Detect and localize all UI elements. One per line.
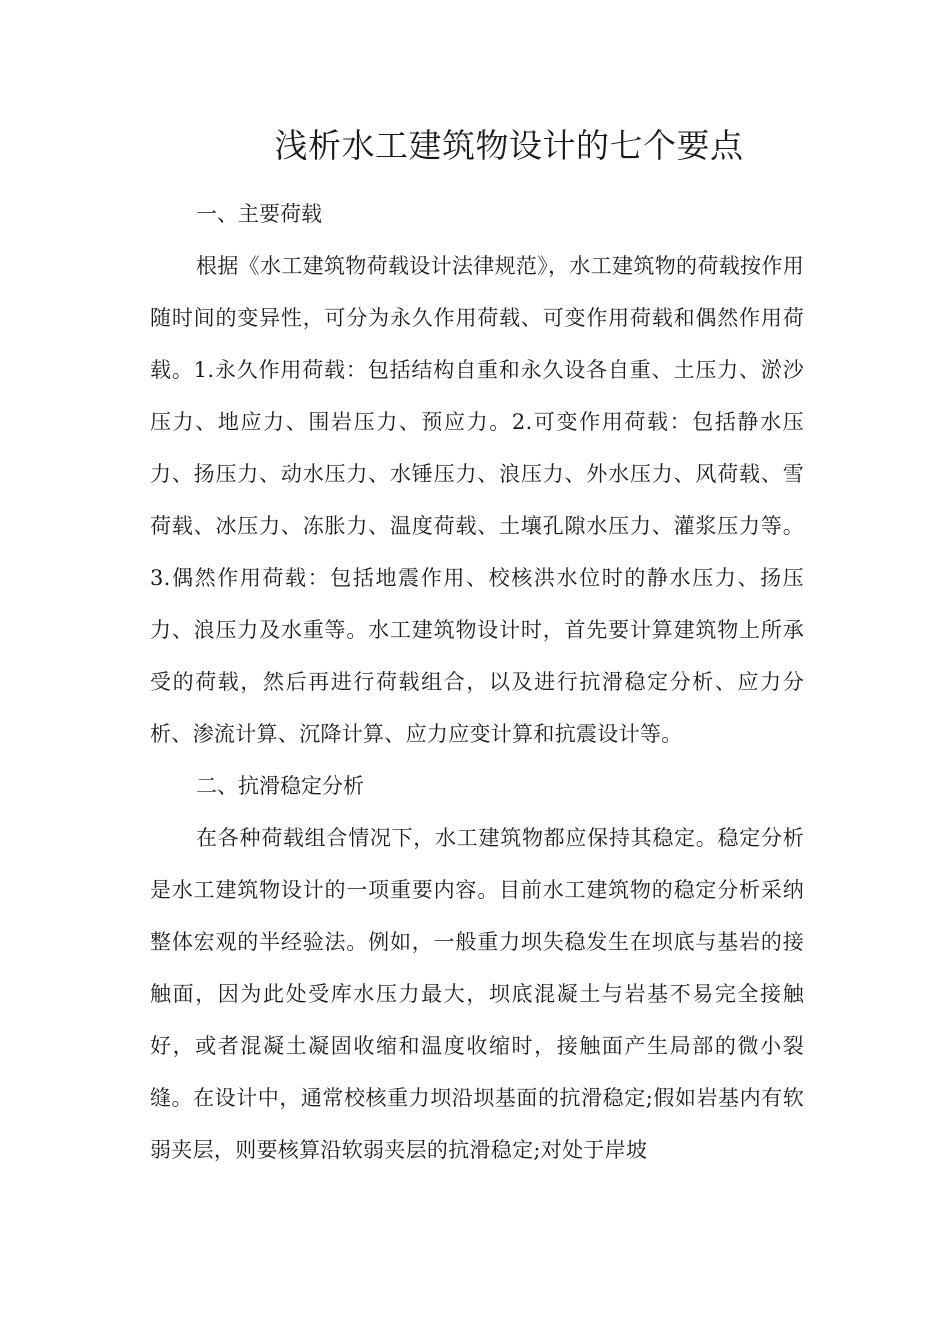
section-paragraph-main-loads: 根据《水工建筑物荷载设计法律规范》，水工建筑物的荷载按作用随时间的变异性，可分为永久作用荷载、可变作用荷载和偶然作用荷载。1.永久作用荷载：包括结构自重和永久设各自重、土压力、淤沙压力、地应力、围岩压力、预应力。2.可变作用荷载：包括静水压力、扬压力、动水压力、水锤压力、浪压力、外水压力、风荷载、雪荷载、冰压力、冻胀力、温度荷载、土壤孔隙水压力、灌浆压力等。3.偶然作用荷载：包括地震作用、校核洪水位时的静水压力、扬压力、浪压力及水重等。水工建筑物设计时，首先要计算建筑物上所承受的荷载，然后再进行荷载组合，以及进行抗滑稳定分析、应力分析、渗流计算、沉降计算、应力应变计算和抗震设计等。 <box>150 254 804 746</box>
section-heading-stability-analysis: 二、抗滑稳定分析 <box>196 774 364 798</box>
document-body <box>150 188 804 1176</box>
page-title: 浅析水工建筑物设计的七个要点 <box>274 126 744 165</box>
section-paragraph-stability-analysis: 在各种荷载组合情况下，水工建筑物都应保持其稳定。稳定分析是水工建筑物设计的一项重要内容。目前水工建筑物的稳定分析采纳整体宏观的半经验法。例如，一般重力坝失稳发生在坝底与基岩的接触面，因为此处受库水压力最大，坝底混凝土与岩基不易完全接触好，或者混凝土凝固收缩和温度收缩时，接触面产生局部的微小裂缝。在设计中，通常校核重力坝沿坝基面的抗滑稳定;假如岩基内有软弱夹层，则要核算沿软弱夹层的抗滑稳定;对处于岸坡 <box>150 826 804 1162</box>
section-heading-main-loads: 一、主要荷载 <box>196 202 322 226</box>
